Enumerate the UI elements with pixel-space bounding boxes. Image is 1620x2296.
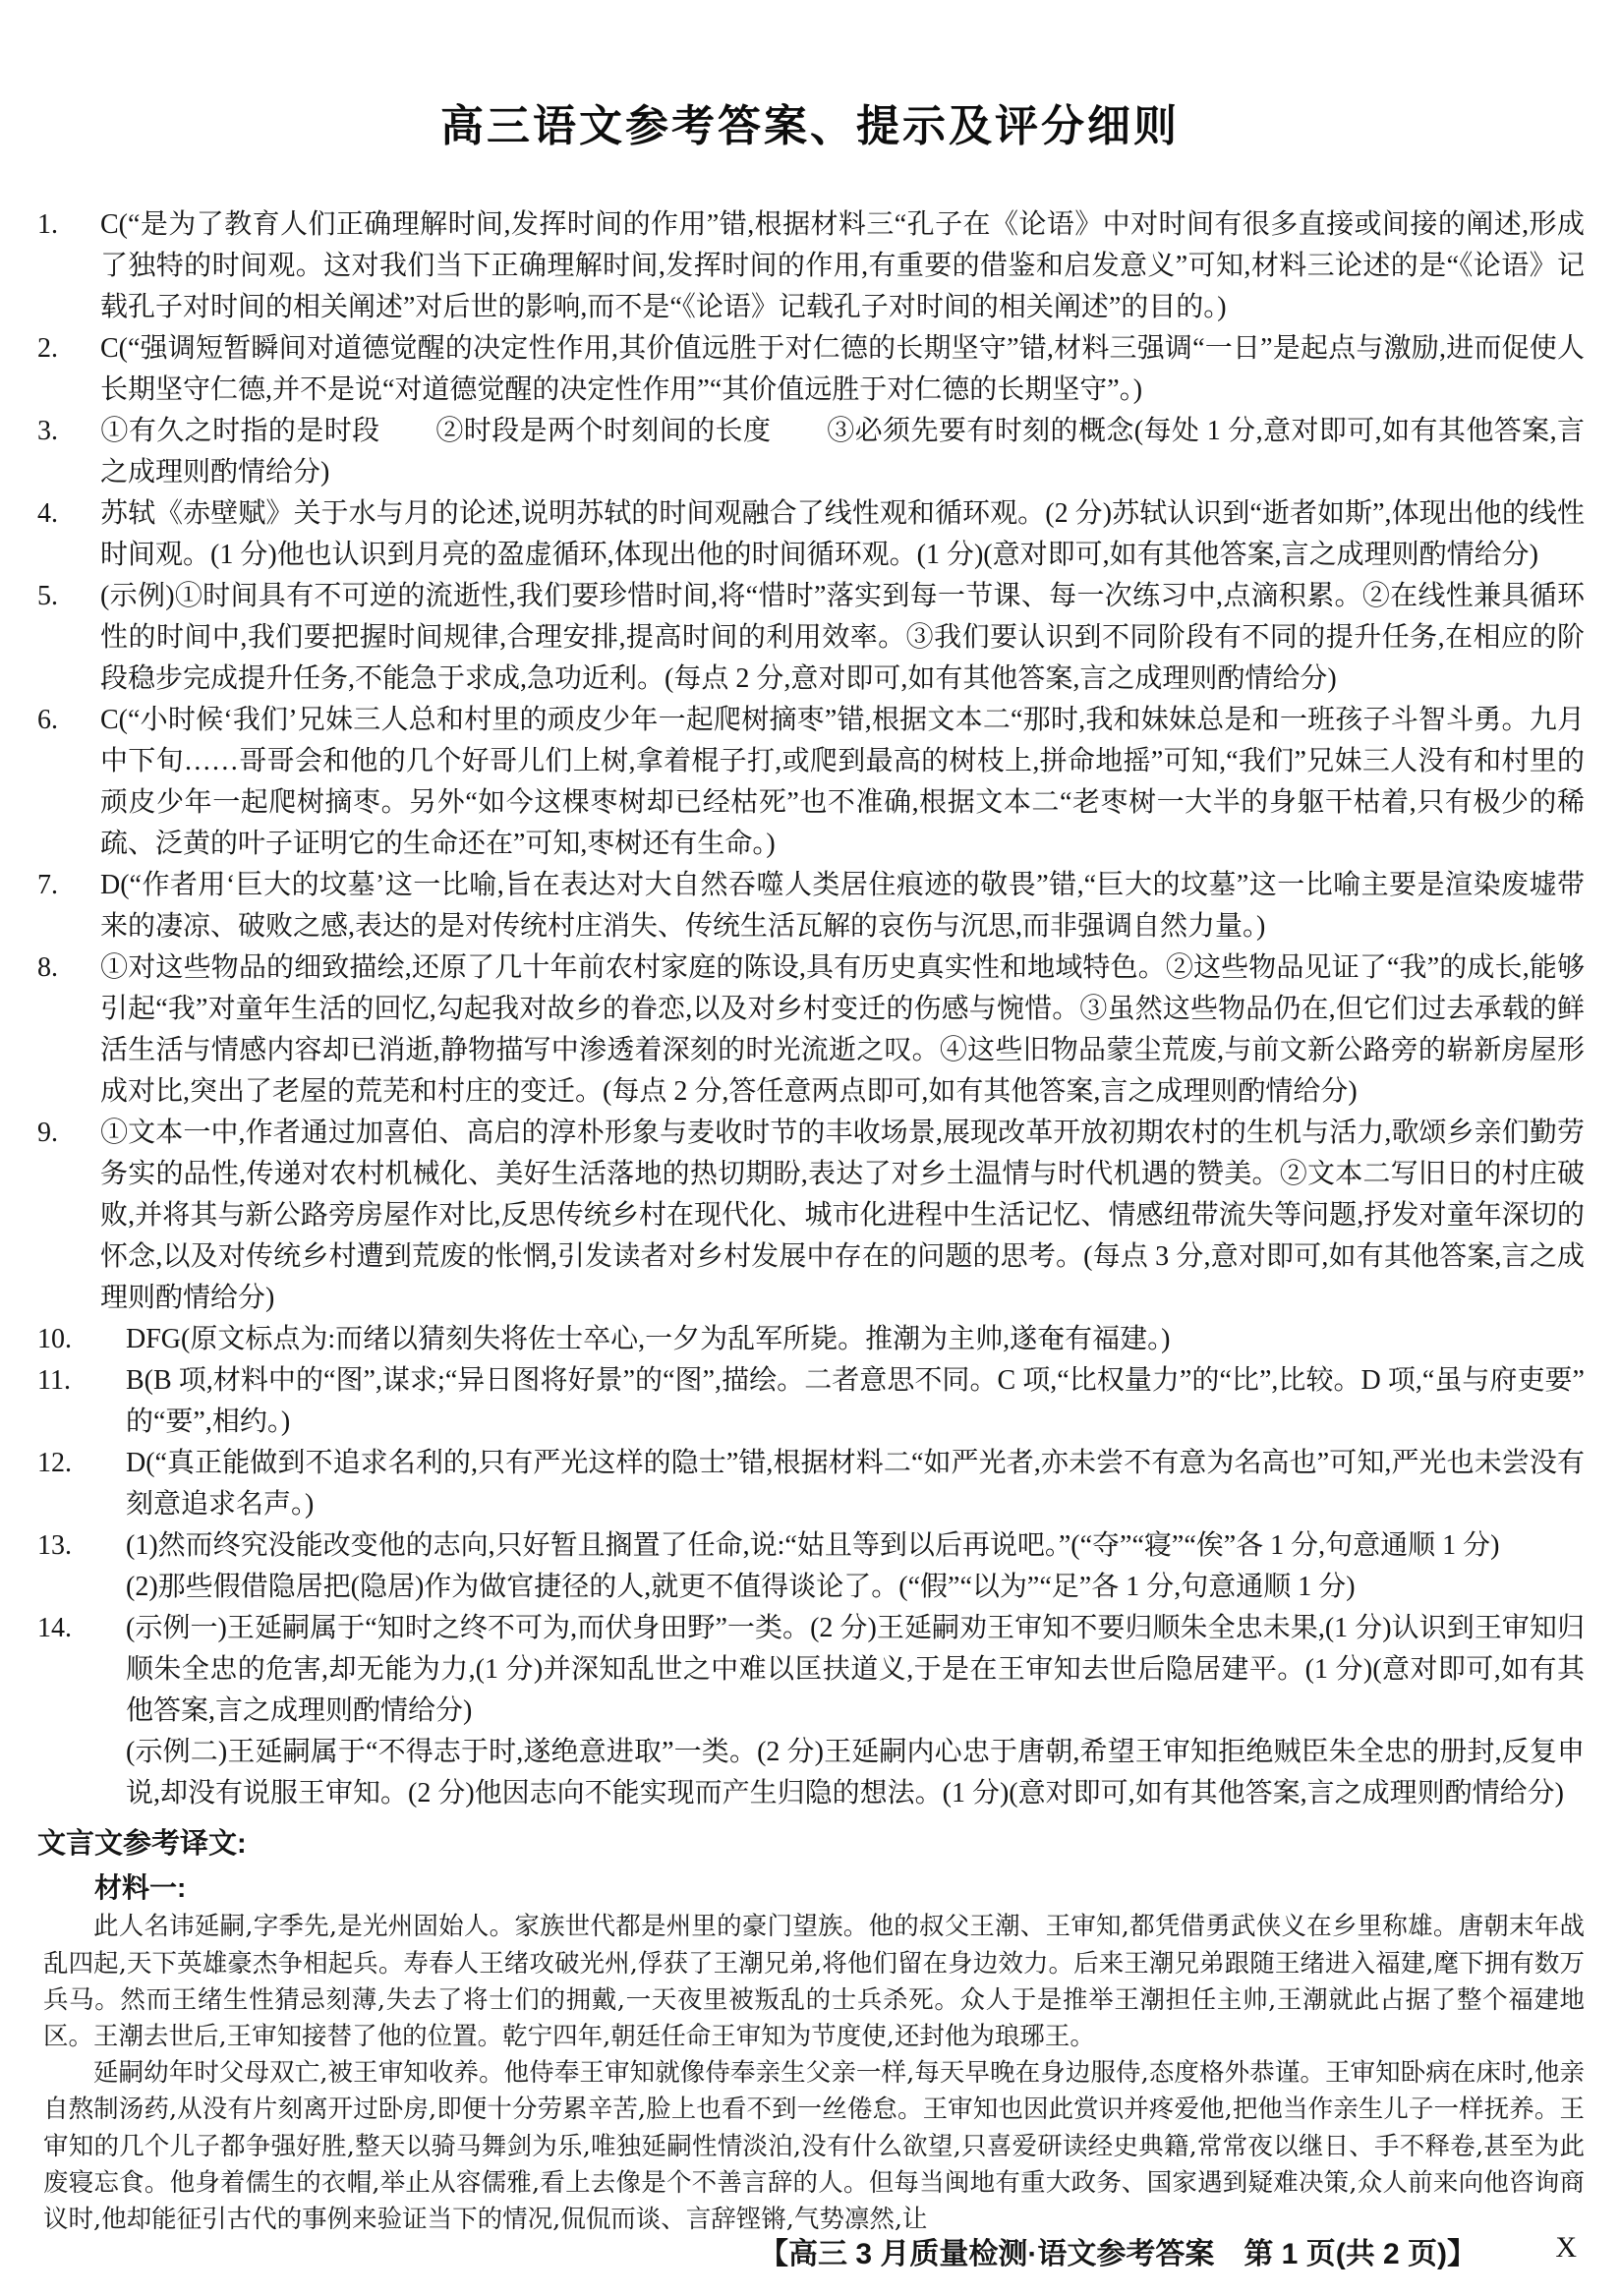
answer-number: 4. [37,498,58,529]
page-footer [0,2229,1620,2270]
answer-number: 5. [37,581,58,611]
answer-number: 9. [37,1118,58,1148]
answer-first-block: 13. (1)然而终究没能改变他的志向,只好暂且搁置了任命,说:“姑且等到以后再说吧。”(“夺”“寝”“俟”各 1 分,句意通顺 1 分) [126,1525,1585,1567]
answer-item [37,1443,1585,1525]
answer-item [37,204,1585,328]
translation-paragraph: 此人名讳延嗣,字季先,是光州固始人。家族世代都是州里的豪门望族。他的叔父王潮、王审知,都凭借勇武侠义在乡里称雄。唐朝末年战乱四起,天下英雄豪杰争相起兵。寿春人王绪攻破光州,俘获了王潮兄弟,将他们留在身边效力。后来王潮兄弟跟随王绪进入福建,麾下拥有数万兵马。然而王绪生性猜忌刻薄,失去了将士们的拥戴,一天夜里被叛乱的士兵杀死。众人于是推举王潮担任主帅,王潮就此占据了整个福建地区。王潮去世后,王审知接替了他的位置。乾宁四年,朝廷任命王审知为节度使,还封他为琅琊王。 [43,1912,1585,2051]
answer-item [37,328,1585,411]
answer-first-block: 14. (示例一)王延嗣属于“知时之终不可为,而伏身田野”一类。(2 分)王延嗣劝王审知不要归顺朱全忠未果,(1 分)认识到王审知归顺朱全忠的危害,却无能为力,(1 分)并深知乱世之中难以匡扶道义,于是在王审知去世后隐居建平。(1 分)(意对即可,如有其他答案,言之成理则酌情给分) [126,1608,1585,1732]
answer-first-block: 1. C(“是为了教育人们正确理解时间,发挥时间的作用”错,根据材料三“孔子在《论语》中对时间有很多直接或间接的阐述,形成了独特的时间观。这对我们当下正确理解时间,发挥时间的作用,有重要的借鉴和启发意义”可知,材料三论述的是“《论语》记载孔子对时间的相关阐述”对后世的影响,而不是“《论语》记载孔子对时间的相关阐述”的目的。) [100,204,1585,328]
material-one-heading: 材料一: [94,1871,187,1903]
answer-number: 13. [37,1530,72,1561]
answer-number: 11. [37,1365,71,1396]
answer-item [37,493,1585,576]
answer-item [37,411,1585,493]
answer-item [37,576,1585,700]
translation-paragraphs [37,1909,1585,2238]
answer-item [37,1113,1585,1319]
answer-item [37,1360,1585,1443]
answer-first-block: 7. D(“作者用‘巨大的坟墓’这一比喻,旨在表达对大自然吞噬人类居住痕迹的敬畏”错,“巨大的坟墓”这一比喻主要是渲染废墟带来的凄凉、破败之感,表达的是对传统村庄消失、传统生活瓦解的哀伤与沉思,而非强调自然力量。) [100,865,1585,947]
answer-number: 2. [37,333,58,364]
answer-item [37,1608,1585,1814]
answer-item [37,865,1585,947]
answers-content [0,153,1620,2238]
answer-item [37,1319,1585,1360]
answer-number: 10. [37,1324,72,1354]
answer-number: 7. [37,870,58,900]
footer-version-mark: X [1555,2231,1577,2264]
answer-number: 3. [37,416,58,446]
answer-first-block: 5. (示例)①时间具有不可逆的流逝性,我们要珍惜时间,将“惜时”落实到每一节课、每一次练习中,点滴积累。②在线性兼具循环性的时间中,我们要把握时间规律,合理安排,提高时间的利用效率。③我们要认识到不同阶段有不同的提升任务,在相应的阶段稳步完成提升任务,不能急于求成,急功近利。(每点 2 分,意对即可,如有其他答案,言之成理则酌情给分) [100,576,1585,700]
answer-item [37,700,1585,865]
answer-item [37,1525,1585,1608]
answer-first-block: 2. C(“强调短暂瞬间对道德觉醒的决定性作用,其价值远胜于对仁德的长期坚守”错,材料三强调“一日”是起点与激励,进而促使人长期坚守仁德,并不是说“对道德觉醒的决定性作用”“其价值远胜于对仁德的长期坚守”。) [100,328,1585,411]
answer-first-block: 3. ①有久之时指的是时段 ②时段是两个时刻间的长度 ③必须先要有时刻的概念(每处 1 分,意对即可,如有其他答案,言之成理则酌情给分) [100,411,1585,493]
answer-first-block: 12. D(“真正能做到不追求名利的,只有严光这样的隐士”错,根据材料二“如严光者,亦未尝不有意为名高也”可知,严光也未尝没有刻意追求名声。) [126,1443,1585,1525]
answer-sub-block: (示例二)王延嗣属于“不得志于时,遂绝意进取”一类。(2 分)王延嗣内心忠于唐朝,希望王审知拒绝贼臣朱全忠的册封,反复申说,却没有说服王审知。(2 分)他因志向不能实现而产生归隐的想法。(1 分)(意对即可,如有其他答案,言之成理则酌情给分) [126,1737,1585,1808]
answer-number: 8. [37,952,58,983]
footer-exam-label: 【高三 3 月质量检测·语文参考答案 第 1 页(共 2 页)】 [759,2238,1477,2270]
page-title: 高三语文参考答案、提示及评分细则 [440,102,1180,150]
answer-first-block: 6. C(“小时候‘我们’兄妹三人总和村里的顽皮少年一起爬树摘枣”错,根据文本二“那时,我和妹妹总是和一班孩子斗智斗勇。九月中下旬……哥哥会和他的几个好哥儿们上树,拿着棍子打,或爬到最高的树枝上,拼命地摇”可知,“我们”兄妹三人没有和村里的顽皮少年一起爬树摘枣。另外“如今这棵枣树却已经枯死”也不准确,根据文本二“老枣树一大半的身躯干枯着,只有极少的稀疏、泛黄的叶子证明它的生命还在”可知,枣树还有生命。) [100,700,1585,865]
answer-first-block: 8. ①对这些物品的细致描绘,还原了几十年前农村家庭的陈设,具有历史真实性和地域特色。②这些物品见证了“我”的成长,能够引起“我”对童年生活的回忆,勾起我对故乡的眷恋,以及对乡村变迁的伤感与惋惜。③虽然这些物品仍在,但它们过去承载的鲜活生活与情感内容却已消逝,静物描写中渗透着深刻的时光流逝之叹。④这些旧物品蒙尘荒废,与前文新公路旁的崭新房屋形成对比,突出了老屋的荒芜和村庄的变迁。(每点 2 分,答任意两点即可,如有其他答案,言之成理则酌情给分) [100,947,1585,1113]
answer-first-block: 11. B(B 项,材料中的“图”,谋求;“异日图将好景”的“图”,描绘。二者意思不同。C 项,“比权量力”的“比”,比较。D 项,“虽与府吏要”的“要”,相约。) [126,1360,1585,1443]
answer-item [37,947,1585,1113]
answer-first-block: 9. ①文本一中,作者通过加喜伯、高启的淳朴形象与麦收时节的丰收场景,展现改革开放初期农村的生机与活力,歌颂乡亲们勤劳务实的品性,传递对农村机械化、美好生活落地的热切期盼,表达了对乡土温情与时代机遇的赞美。②文本二写旧日的村庄破败,并将其与新公路旁房屋作对比,反思传统乡村在现代化、城市化进程中生活记忆、情感纽带流失等问题,抒发对童年深切的怀念,以及对传统乡村遭到荒废的怅惘,引发读者对乡村发展中存在的问题的思考。(每点 3 分,意对即可,如有其他答案,言之成理则酌情给分) [100,1113,1585,1319]
translation-paragraph: 延嗣幼年时父母双亡,被王审知收养。他侍奉王审知就像侍奉亲生父亲一样,每天早晚在身边服侍,态度格外恭谨。王审知卧病在床时,他亲自熬制汤药,从没有片刻离开过卧房,即便十分劳累辛苦,脸上也看不到一丝倦怠。王审知也因此赏识并疼爱他,把他当作亲生儿子一样抚养。王审知的几个儿子都争强好胜,整天以骑马舞剑为乐,唯独延嗣性情淡泊,没有什么欲望,只喜爱研读经史典籍,常常夜以继日、手不释卷,甚至为此废寝忘食。他身着儒生的衣帽,举止从容儒雅,看上去像是个不善言辞的人。但每当闽地有重大政务、国家遇到疑难决策,众人前来向他咨询商议时,他却能征引古代的事例来验证当下的情况,侃侃而谈、言辞铿锵,气势凛然,让 [43,2058,1585,2235]
answer-number: 6. [37,705,58,735]
translation-heading: 文言文参考译文: [37,1828,247,1860]
answer-number: 14. [37,1613,72,1643]
answer-sub-block: (2)那些假借隐居把(隐居)作为做官捷径的人,就更不值得谈论了。(“假”“以为”“足”各 1 分,句意通顺 1 分) [126,1572,1356,1602]
answers-list [37,204,1585,1814]
answer-first-block: 4. 苏轼《赤壁赋》关于水与月的论述,说明苏轼的时间观融合了线性观和循环观。(2 分)苏轼认识到“逝者如斯”,体现出他的线性时间观。(1 分)他也认识到月亮的盈虚循环,体现出他的时间循环观。(1 分)(意对即可,如有其他答案,言之成理则酌情给分) [100,493,1585,576]
answer-number: 1. [37,209,58,240]
answer-number: 12. [37,1448,72,1478]
answer-first-block: 10. DFG(原文标点为:而绪以猜刻失将佐士卒心,一夕为乱军所毙。推潮为主帅,遂奄有福建。) [126,1319,1585,1360]
